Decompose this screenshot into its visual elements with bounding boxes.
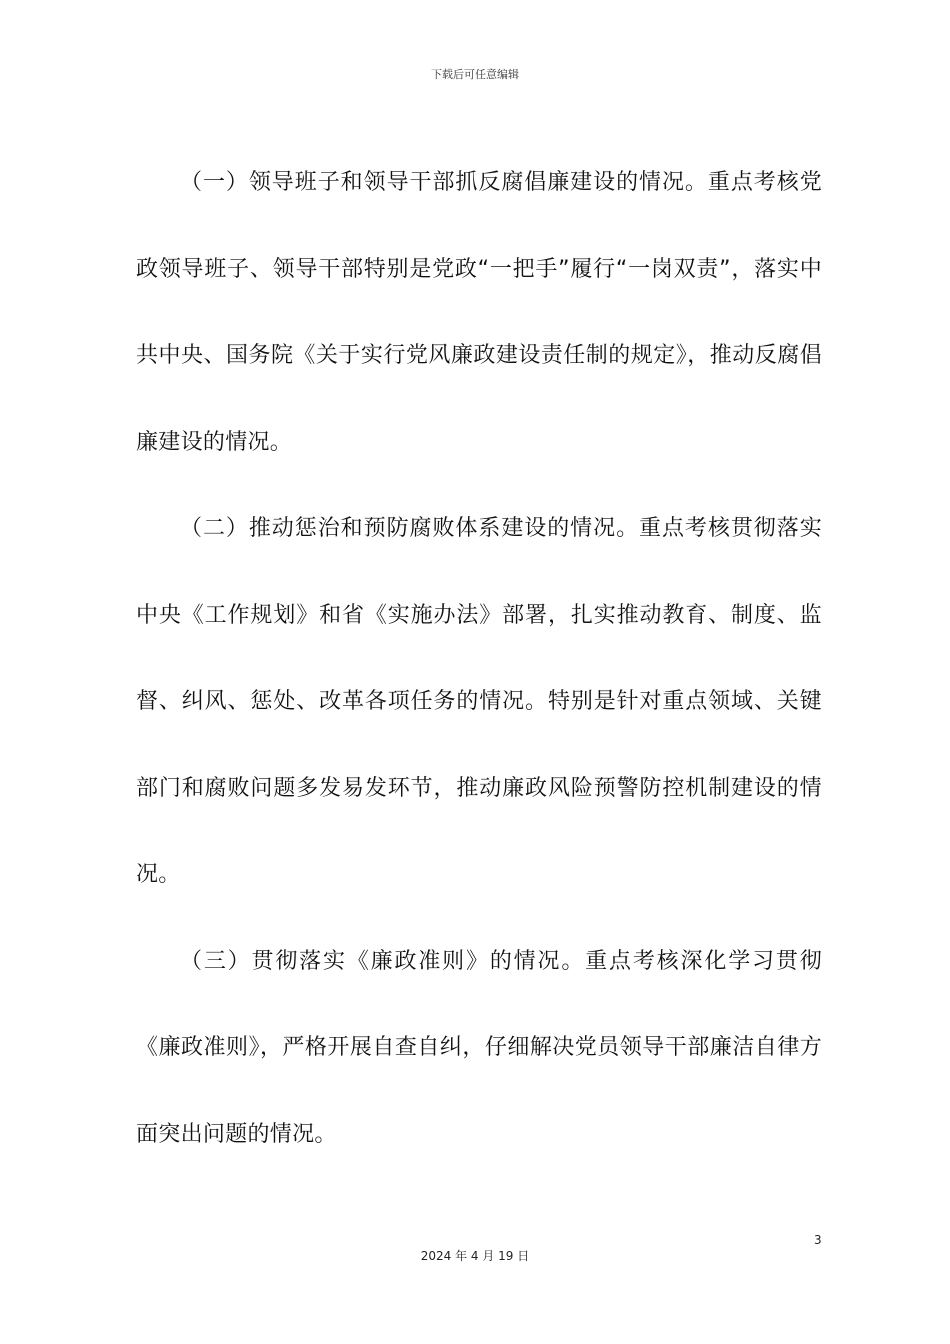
- paragraph-3: （三）贯彻落实《廉政准则》的情况。重点考核深化学习贯彻《廉政准则》，严格开展自查自纠，仔细解决党员领导干部廉洁自律方面突出问题的情况。: [136, 948, 822, 1147]
- header-note: 下载后可任意编辑: [431, 68, 519, 81]
- document-body: [136, 140, 822, 1178]
- footer-date: 2024 年 4 月 19 日: [420, 1249, 530, 1263]
- page-number: 3: [814, 1233, 822, 1247]
- paragraph-2: （二）推动惩治和预防腐败体系建设的情况。重点考核贯彻落实中央《工作规划》和省《实施办法》部署，扎实推动教育、制度、监督、纠风、惩处、改革各项任务的情况。特别是针对重点领域、关键部门和腐败问题多发易发环节，推动廉政风险预警防控机制建设的情况。: [136, 516, 822, 887]
- paragraph-1: （一）领导班子和领导干部抓反腐倡廉建设的情况。重点考核党政领导班子、领导干部特别是党政“一把手”履行“一岗双责”，落实中共中央、国务院《关于实行党风廉政建设责任制的规定》，推动反腐倡廉建设的情况。: [136, 170, 822, 455]
